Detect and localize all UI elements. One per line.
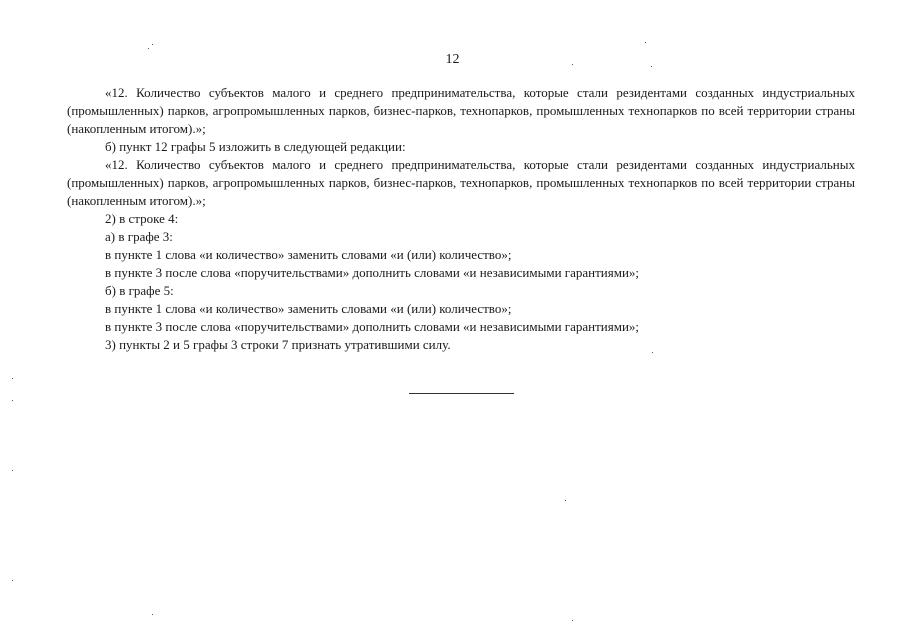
scan-speck [12,470,13,471]
paragraph-row-4: 2) в строке 4: [105,211,179,226]
paragraph-indicator-12-old: «12. Количество субъектов малого и среднего предпринимательства, которые стали резидентами созданных индустриальных (промышленных) парков, агропромышленных парков, бизнес-парков, технопарков, промышленных технопарков по всей территории страны (накопленным итогом).»; [67,85,855,136]
scan-speck [652,352,653,353]
paragraph-column-5: б) в графе 5: [105,283,174,298]
paragraph-item-b-intro: б) пункт 12 графы 5 изложить в следующей редакции: [105,139,406,154]
end-of-document-rule [409,393,514,394]
scan-speck [148,48,149,49]
scan-speck [565,500,566,501]
scan-speck [152,614,153,615]
paragraph-row-7-repeal: 3) пункты 2 и 5 графы 3 строки 7 признать утратившими силу. [105,337,451,352]
scan-speck [572,64,573,65]
paragraph-column-3-point-3: в пункте 3 после слова «поручительствами» дополнить словами «и независимыми гарантиями»; [105,265,640,280]
scan-speck [12,378,13,379]
document-body [67,84,855,354]
scan-speck [645,42,646,43]
paragraph-column-5-point-3: в пункте 3 после слова «поручительствами» дополнить словами «и независимыми гарантиями»; [105,319,640,334]
paragraph-column-3: а) в графе 3: [105,229,173,244]
page-number: 12 [445,52,460,67]
scan-speck [12,400,13,401]
scan-speck [651,66,652,67]
paragraph-column-5-point-1: в пункте 1 слова «и количество» заменить словами «и (или) количество»; [105,301,512,316]
paragraph-column-3-point-1: в пункте 1 слова «и количество» заменить словами «и (или) количество»; [105,247,512,262]
scan-speck [572,620,573,621]
scan-speck [12,580,13,581]
scan-speck [152,44,153,45]
paragraph-indicator-12-new: «12. Количество субъектов малого и среднего предпринимательства, которые стали резидентами созданных индустриальных (промышленных) парков, агропромышленных парков, бизнес-парков, технопарков, промышленных технопарков по всей территории страны (накопленным итогом).»; [67,157,855,208]
